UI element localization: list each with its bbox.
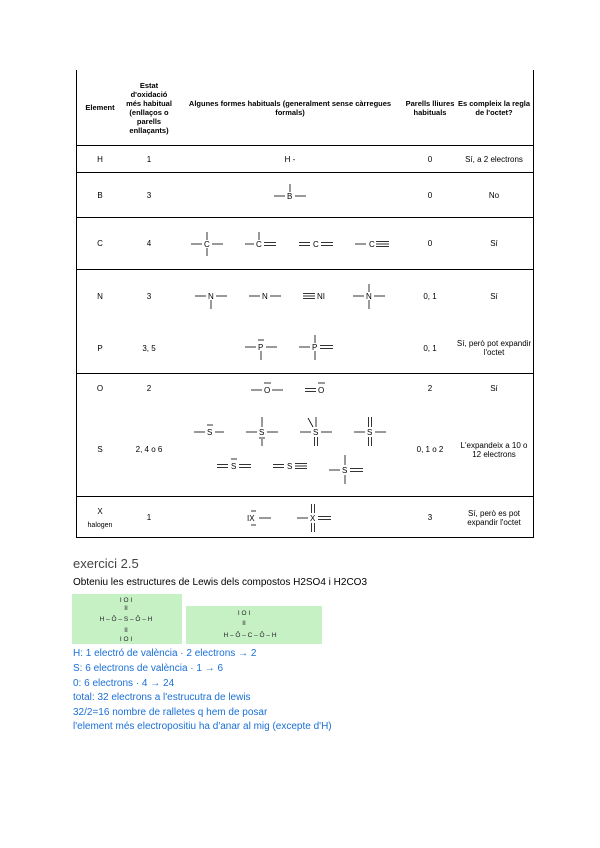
carbon-double-bond-form	[243, 230, 279, 258]
phosphorus-form	[243, 334, 279, 362]
nitrogen-double-bond-form	[247, 283, 283, 311]
boron-form	[270, 182, 310, 208]
lone-pairs-cell: 0, 1	[405, 324, 455, 374]
svg-text:S: S	[313, 427, 319, 437]
lone-pairs-cell: 0	[405, 146, 455, 173]
svg-text:C: C	[313, 239, 319, 249]
forms-cell	[175, 404, 405, 497]
element-cell: N	[97, 292, 103, 302]
h2so4-top-oxygen: I O I	[119, 597, 133, 604]
octet-cell: Sí	[455, 218, 533, 270]
halogen-form	[245, 503, 277, 533]
header-element: Element	[77, 70, 123, 146]
note-line: H: 1 electró de valència · 2 electrons → 2	[73, 648, 257, 659]
note-line: 32/2=16 nombre de ralletes q hem de posar	[73, 707, 268, 718]
svg-text:O: O	[318, 385, 325, 395]
table-row	[77, 218, 533, 270]
octet-cell: No	[455, 173, 533, 218]
oxidation-cell: 1	[146, 513, 152, 523]
table-row	[77, 374, 533, 404]
lone-pairs-cell: 3	[427, 513, 433, 523]
exercise-title: exercici 2.5	[73, 556, 139, 571]
octet-cell: L'expandeix a 10 o 12 electrons	[455, 404, 533, 497]
h2co3-bond: II	[242, 620, 246, 627]
oxidation-cell: 3	[146, 292, 152, 302]
note-line: 0: 6 electrons · 4 → 24	[73, 678, 175, 689]
octet-cell: Sí, a 2 electrons	[455, 146, 533, 173]
table-row	[77, 497, 533, 539]
forms-cell	[175, 270, 405, 324]
svg-text:C: C	[204, 239, 210, 249]
note-line: total: 32 electrons a l'estrucutra de lewis	[73, 692, 251, 703]
sulfur-form-1	[192, 415, 226, 447]
sulfur-form-7	[327, 453, 365, 485]
oxidation-cell: 4	[123, 218, 175, 270]
sulfur-form-3	[298, 415, 334, 447]
header-octet: Es compleix la regla de l'octet?	[455, 70, 533, 146]
nitrogen-single-bonds-form	[193, 283, 229, 311]
nitrogen-cation-form	[351, 283, 387, 311]
lone-pairs-cell: 2	[427, 384, 433, 394]
element-cell: P	[77, 324, 123, 374]
lone-pairs-cell: 0, 1	[423, 292, 437, 302]
table-bottom-border	[76, 537, 534, 538]
svg-text:N: N	[208, 291, 214, 301]
exercise-instruction: Obteniu les estructures de Lewis dels compostos H2SO4 i H2CO3	[73, 577, 368, 588]
octet-cell: Sí, però es pot expandir l'octet	[467, 508, 521, 527]
svg-text:O: O	[264, 385, 271, 395]
svg-text:S: S	[287, 461, 293, 471]
h2so4-bottom-bond: II	[124, 627, 128, 634]
h2so4-bottom-oxygen: I O I	[119, 636, 133, 643]
carbon-two-double-bonds-form	[297, 230, 335, 258]
oxidation-cell: 2	[146, 384, 152, 394]
svg-text:IX: IX	[247, 513, 255, 523]
oxygen-double-bond-form	[303, 379, 331, 399]
svg-text:C: C	[369, 239, 375, 249]
svg-text:X: X	[310, 513, 316, 523]
h2so4-main-chain: H – Ō – S – Ō – H	[99, 616, 153, 623]
header-forms: Algunes formes habituals (generalment sense càrregues formals)	[175, 70, 405, 146]
lewis-table	[76, 70, 534, 538]
svg-text:S: S	[367, 427, 373, 437]
svg-text:P: P	[312, 343, 318, 353]
element-cell: C	[77, 218, 123, 270]
header-lone-pairs: Parells lliures habituals	[405, 70, 455, 146]
forms-cell	[175, 374, 405, 404]
h2so4-lewis-structure	[72, 594, 182, 644]
forms-cell	[175, 173, 405, 218]
forms-cell	[175, 497, 405, 539]
element-symbol: X	[97, 506, 103, 516]
table-row	[77, 146, 533, 173]
octet-cell: Sí, però pot expandir l'octet	[455, 324, 533, 374]
sulfur-form-6	[271, 453, 309, 477]
element-cell: O	[96, 384, 104, 394]
sulfur-form-2	[244, 415, 280, 447]
header-oxidation: Estat d'oxidació més habitual (enllaços o parells enllaçants)	[123, 70, 175, 146]
svg-text:C: C	[256, 239, 262, 249]
phosphorus-expanded-form	[297, 334, 337, 362]
svg-text:B: B	[287, 192, 293, 201]
sulfur-form-4	[352, 415, 388, 447]
svg-text:S: S	[231, 461, 237, 471]
sulfur-form-5	[215, 453, 253, 477]
oxidation-cell: 3, 5	[123, 324, 175, 374]
h2co3-lewis-structure	[186, 606, 322, 644]
table-row	[77, 324, 533, 374]
forms-cell	[175, 218, 405, 270]
h2co3-top-oxygen: I O I	[237, 610, 251, 617]
oxidation-cell: 3	[123, 173, 175, 218]
svg-text:N: N	[366, 291, 372, 301]
lone-pairs-cell: 0, 1 o 2	[405, 404, 455, 497]
note-line: l'element més electropositiu ha d'anar al mig (excepte d'H)	[73, 721, 332, 732]
note-line: S: 6 electrons de valència · 1 → 6	[73, 663, 224, 674]
svg-text:S: S	[259, 427, 265, 437]
h2so4-top-bond: II	[124, 605, 128, 612]
element-cell: B	[77, 173, 123, 218]
svg-text:P: P	[258, 343, 264, 353]
halogen-label: halogen	[87, 521, 113, 529]
oxidation-cell: 1	[123, 146, 175, 173]
element-cell	[77, 497, 123, 539]
table-row	[77, 270, 533, 324]
nitrogen-triple-bond-form	[301, 283, 333, 311]
forms-cell	[175, 324, 405, 374]
svg-text:NI: NI	[317, 291, 325, 301]
table-row	[77, 404, 533, 497]
oxygen-single-bonds-form	[249, 379, 285, 399]
carbon-single-bonds-form	[189, 230, 225, 258]
octet-cell: Sí	[490, 384, 498, 394]
octet-cell: Sí	[490, 292, 498, 302]
forms-cell: H -	[175, 146, 405, 173]
element-cell: S	[77, 404, 123, 497]
svg-text:S: S	[342, 465, 348, 475]
lone-pairs-cell: 0	[405, 173, 455, 218]
lone-pairs-cell: 0	[405, 218, 455, 270]
oxidation-cell: 2, 4 o 6	[123, 404, 175, 497]
halogen-expanded-form	[295, 503, 335, 533]
table-row	[77, 173, 533, 218]
carbon-triple-bond-form	[353, 230, 391, 258]
svg-text:S: S	[207, 427, 213, 437]
h2co3-main-chain: H – Ō – C – Ō – H	[223, 632, 277, 639]
element-cell: H	[77, 146, 123, 173]
svg-text:N: N	[262, 291, 268, 301]
